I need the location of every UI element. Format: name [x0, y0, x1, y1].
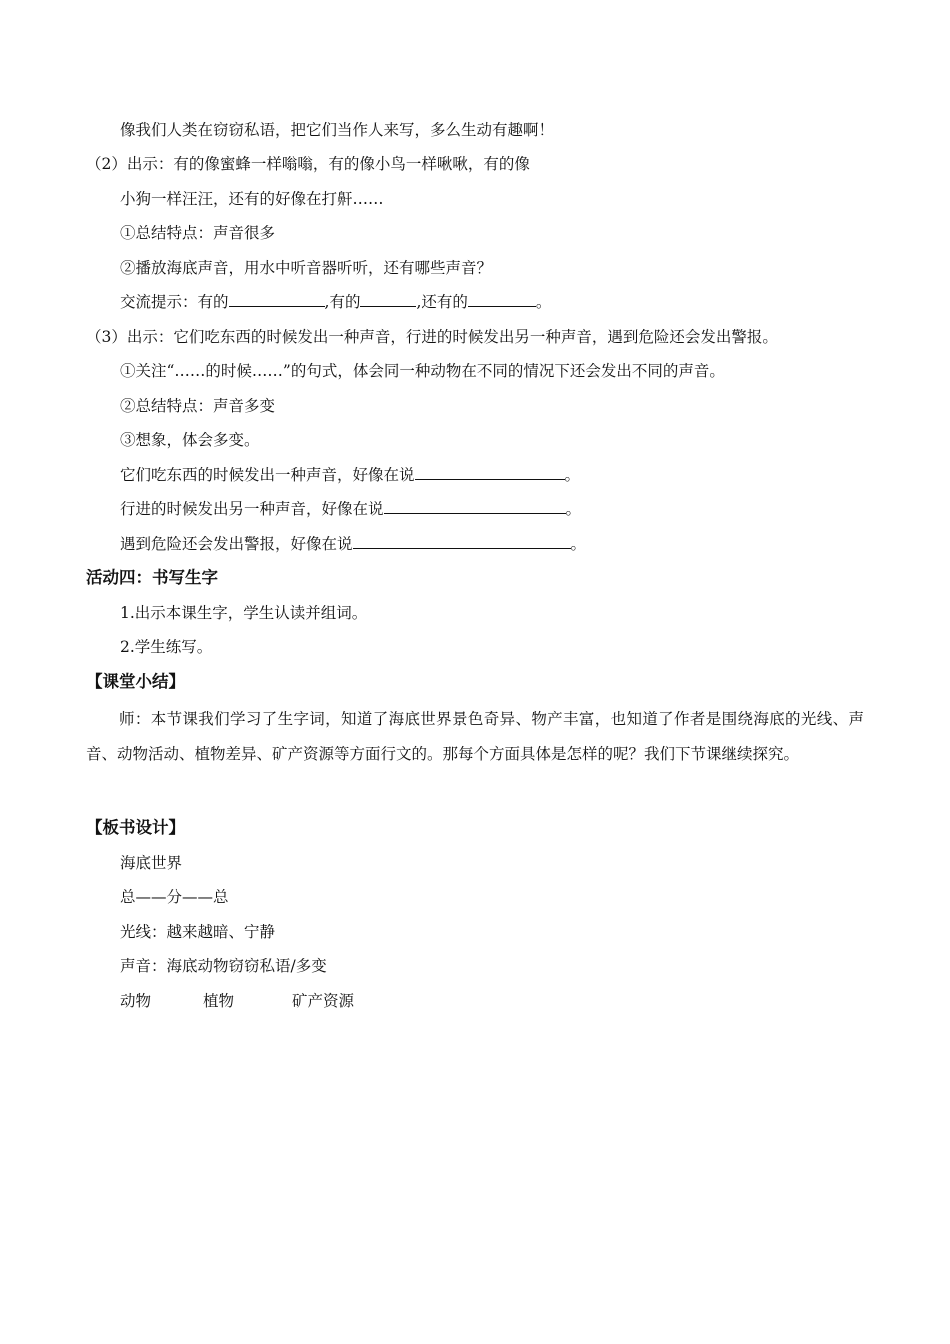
line-end: 。: [570, 535, 587, 553]
board-light: 光线：越来越暗、宁静: [120, 923, 276, 941]
fill-blank[interactable]: [468, 292, 536, 307]
fill-blank[interactable]: [229, 292, 325, 307]
fill-blank[interactable]: [384, 499, 566, 514]
list-item: 2.学生练写。: [120, 638, 213, 656]
imagine-text: 它们吃东西的时候发出一种声音，好像在说: [120, 466, 415, 484]
imagine-text: 行进的时候发出另一种声音，好像在说: [120, 500, 384, 518]
line-end: 。: [564, 466, 581, 484]
text-line: ②播放海底声音，用水中听音器听听，还有哪些声音？: [120, 259, 493, 277]
fill-blank[interactable]: [415, 465, 565, 480]
text-line: ③想象，体会多变。: [120, 431, 260, 449]
summary-paragraph: 师：本节课我们学习了生字词，知道了海底世界景色奇异、物产丰富，也知道了作者是围绕海底的光线、声音、动物活动、植物差异、矿产资源等方面行文的。那每个方面具体是怎样的呢？我们下节课继续探究。: [86, 710, 864, 763]
board-structure: 总——分——总: [120, 888, 229, 906]
imagine-line: [120, 534, 586, 554]
imagine-line: [120, 499, 581, 519]
list-item: 1.出示本课生字，学生认读并组词。: [120, 604, 368, 622]
fill-blank[interactable]: [353, 534, 571, 549]
imagine-text: 遇到危险还会发出警报，好像在说: [120, 535, 353, 553]
board-sound: 声音：海底动物窃窃私语/多变: [120, 957, 327, 975]
board-topics: [120, 991, 354, 1011]
line-end: 。: [565, 500, 582, 518]
prompt-text: 交流提示：有的: [120, 293, 229, 311]
section-heading: 【课堂小结】: [86, 672, 185, 691]
section-heading: 【板书设计】: [86, 818, 185, 837]
text-line: ②总结特点：声音多变: [120, 397, 276, 415]
board-plants: 植物: [203, 992, 235, 1010]
text-line: ①关注“……的时候……”的句式，体会同一种动物在不同的情况下还会发出不同的声音。: [120, 362, 725, 380]
exchange-prompt-line: [120, 292, 551, 312]
imagine-line: [120, 465, 580, 485]
prompt-text: 。: [535, 293, 552, 311]
prompt-text: ,还有的: [416, 293, 468, 311]
text-line: 像我们人类在窃窃私语，把它们当作人来写，多么生动有趣啊！: [120, 121, 555, 139]
board-minerals: 矿产资源: [292, 992, 355, 1010]
board-animals: 动物: [120, 992, 152, 1010]
fill-blank[interactable]: [360, 292, 416, 307]
text-line: 小狗一样汪汪，还有的好像在打鼾……: [120, 190, 384, 208]
section-heading: 活动四：书写生字: [86, 568, 218, 587]
board-title: 海底世界: [120, 854, 183, 872]
text-line: （2）出示：有的像蜜蜂一样嗡嗡，有的像小鸟一样啾啾，有的像: [86, 155, 530, 173]
prompt-text: ,有的: [324, 293, 361, 311]
text-line: （3）出示：它们吃东西的时候发出一种声音，行进的时候发出另一种声音，遇到危险还会发出警报。: [86, 328, 778, 346]
text-line: ①总结特点：声音很多: [120, 224, 276, 242]
